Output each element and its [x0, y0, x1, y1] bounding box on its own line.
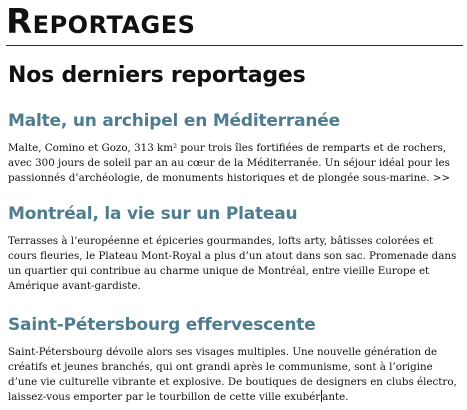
article-saint-petersbourg	[8, 314, 460, 405]
article-title: Malte, un archipel en Méditerranée	[8, 111, 340, 131]
article-summary[interactable]: Malte, Comino et Gozo, 313 km² pour trois îles fortifiées de remparts et de rochers, avec 300 jours de soleil par an au cœur de la Méditerranée. Un séjour idéal pour les passionnés d’archéologie, de monuments historiques et de plongée sous-marine. >>	[8, 142, 451, 184]
article-title: Montréal, la vie sur un Plateau	[8, 204, 298, 224]
site-title: Reportages	[6, 2, 196, 42]
article-summary[interactable]: Terrasses à l’européenne et épiceries gourmandes, lofts arty, bâtisses colorées et cours fleuries, le Plateau Mont-Royal a plus d’un atout dans son sac. Promenade dans un quartier qui contribue au charme unique de Montréal, entre vieille Europe et Amérique avant-gardiste.	[8, 235, 457, 292]
article-montreal	[8, 203, 460, 294]
article-summary[interactable]	[8, 345, 460, 405]
article-summary-text: Saint-Pétersbourg dévoile alors ses visages multiples. Une nouvelle génération de créatifs et jeunes branchés, qui ont grandi après le communisme, sont à l’origine d’une vie culturelle vibrante et explosive. De boutiques de designers en clubs électro, laissez-vous emporter par le tourbillon de cette ville exubér	[8, 346, 457, 403]
header-divider	[6, 45, 463, 46]
page-title: Nos derniers reportages	[8, 63, 306, 88]
article-malte	[8, 110, 460, 186]
article-title: Saint-Pétersbourg effervescente	[8, 315, 316, 335]
article-summary-text-end: ante.	[322, 391, 349, 403]
